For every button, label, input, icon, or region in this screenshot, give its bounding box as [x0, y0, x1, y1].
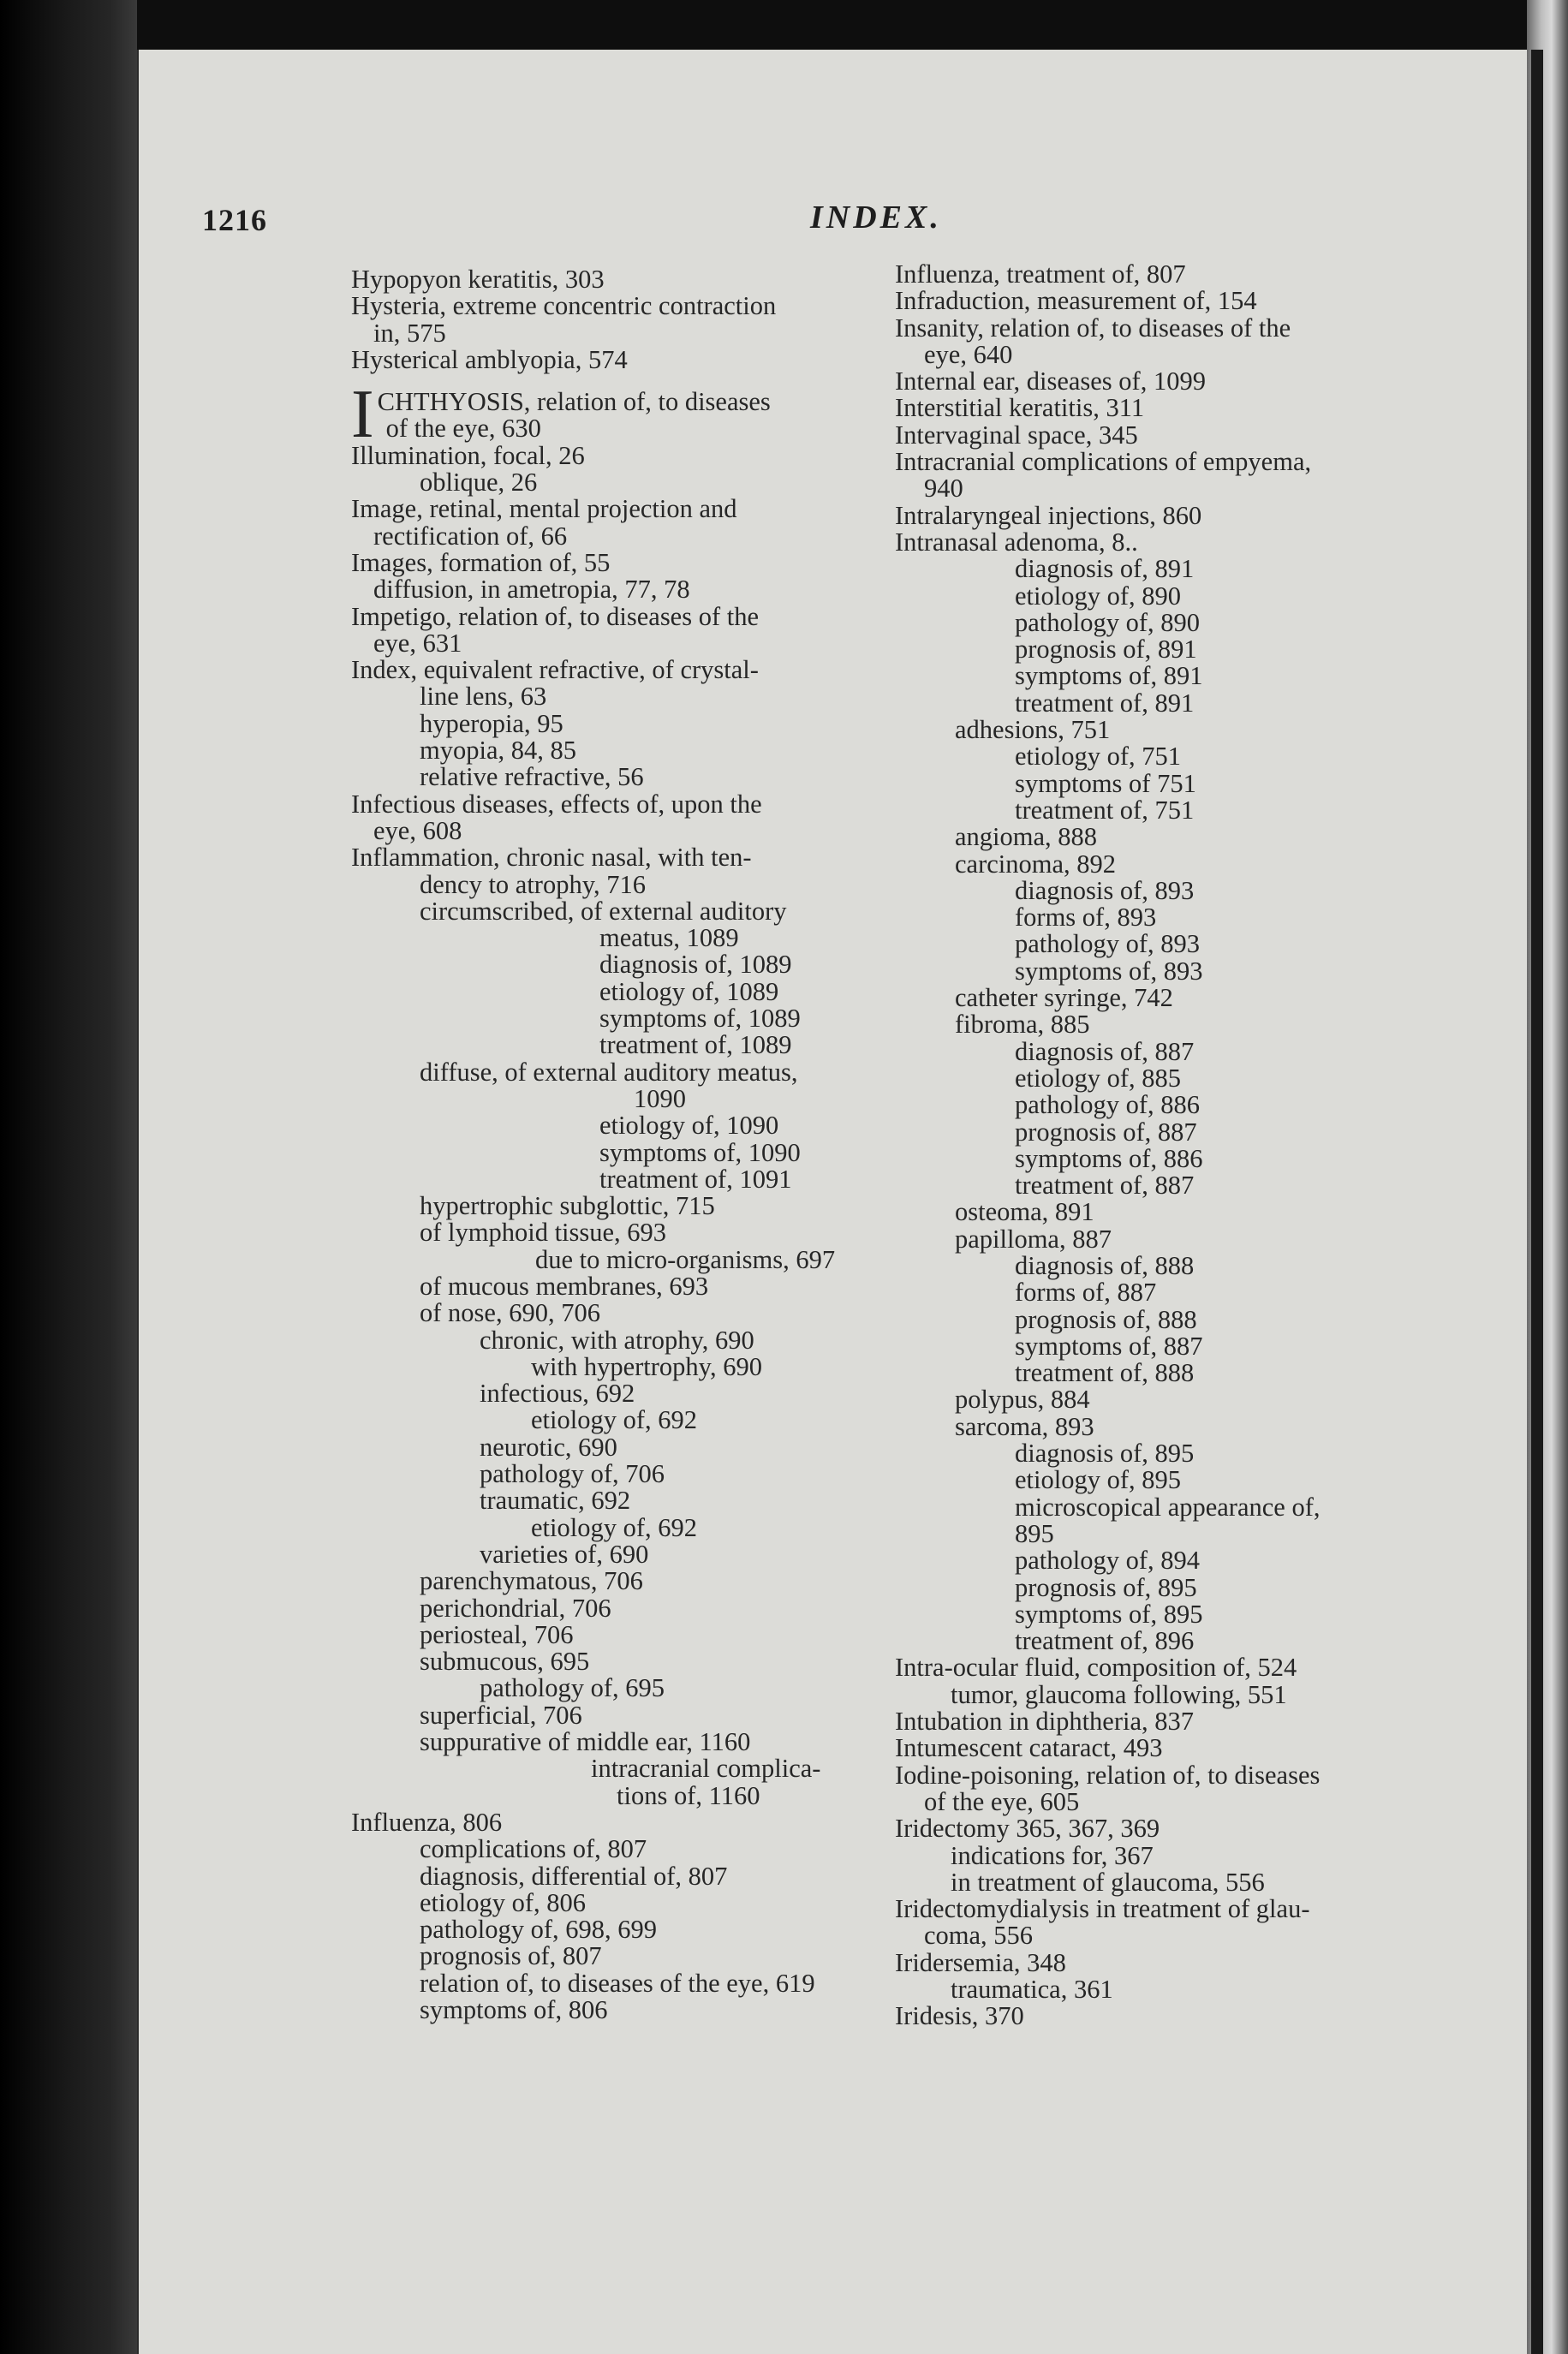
book-binding-shadow — [0, 0, 137, 2354]
index-entry-line: symptoms of, 895 — [1015, 1599, 1203, 1629]
index-entry-line: diagnosis of, 895 — [1015, 1439, 1195, 1469]
index-entry-line: polypus, 884 — [955, 1385, 1090, 1415]
index-entry-heading: Iridesis, 370 — [895, 2001, 1024, 2031]
index-entry-line: tumor, glaucoma following, 551 — [951, 1679, 1287, 1709]
index-entry-line: symptoms of, 887 — [1015, 1331, 1203, 1361]
index-entry-line: CHTHYOSIS, relation of, to diseases — [377, 387, 771, 417]
index-entry-line: pathology of, 706 — [480, 1459, 665, 1489]
index-entry-heading: Iridectomy 365, 367, 369 — [895, 1814, 1160, 1844]
index-entry-line: eye, 631 — [373, 628, 462, 658]
index-entry-line: meatus, 1089 — [599, 923, 739, 953]
index-entry-line: symptoms of, 806 — [420, 1995, 608, 2024]
index-entry-line: eye, 640 — [924, 339, 1013, 369]
index-entry-line: indications for, 367 — [951, 1840, 1154, 1870]
index-entry-line: symptoms of, 1089 — [599, 1004, 801, 1034]
index-entry-line: pathology of, 886 — [1015, 1090, 1201, 1120]
index-entry-heading: Hypopyon keratitis, 303 — [351, 265, 605, 294]
index-entry-dropcap — [351, 377, 891, 453]
index-entry-line: pathology of, 695 — [480, 1673, 665, 1703]
index-entry-line: relation of, to diseases of the eye, 619 — [420, 1968, 815, 1998]
index-entry-heading: Images, formation of, 55 — [351, 547, 611, 577]
index-entry-heading: Image, retinal, mental projection and — [351, 494, 737, 524]
index-entry-line: symptoms of, 893 — [1015, 956, 1203, 986]
index-entry-line: prognosis of, 888 — [1015, 1304, 1197, 1334]
index-entry-line: diagnosis of, 891 — [1015, 554, 1195, 584]
index-entry-line: diffuse, of external auditory meatus, — [420, 1057, 798, 1087]
index-entry-line: prognosis of, 807 — [420, 1941, 602, 1971]
index-entry-line: 940 — [924, 474, 963, 504]
index-entry-heading: Intervaginal space, 345 — [895, 420, 1138, 450]
index-entry-line: etiology of, 895 — [1015, 1465, 1181, 1495]
index-entry-heading: Intracranial complications of empyema, — [895, 447, 1312, 477]
index-entry-line: catheter syringe, 742 — [955, 983, 1173, 1013]
index-entry-line: prognosis of, 891 — [1015, 635, 1197, 664]
index-entry-line: treatment of, 888 — [1015, 1358, 1195, 1388]
index-entry-heading: Hysteria, extreme concentric contraction — [351, 291, 777, 321]
index-entry-line: adhesions, 751 — [955, 715, 1111, 745]
index-entry-line: in, 575 — [373, 318, 446, 348]
index-entry-line: suppurative of middle ear, 1160 — [420, 1727, 751, 1757]
index-entry-heading: Index, equivalent refractive, of crystal- — [351, 655, 759, 685]
index-entry-line: carcinoma, 892 — [955, 849, 1117, 879]
index-entry-line: treatment of, 891 — [1015, 688, 1195, 718]
index-entry-line: papilloma, 887 — [955, 1224, 1112, 1254]
index-entry-line: treatment of, 1091 — [599, 1164, 792, 1194]
running-title: INDEX. — [810, 200, 942, 235]
index-entry-line: of the eye, 605 — [924, 1786, 1080, 1816]
index-entry-line: varieties of, 690 — [480, 1539, 649, 1569]
index-entry-line: fibroma, 885 — [955, 1010, 1090, 1040]
index-entry-line: treatment of, 896 — [1015, 1626, 1195, 1656]
drop-cap-letter: I — [351, 377, 374, 453]
index-entry-heading: Influenza, treatment of, 807 — [895, 259, 1186, 289]
index-entry-heading: Intumescent cataract, 493 — [895, 1733, 1163, 1763]
index-entry-line: sarcoma, 893 — [955, 1411, 1094, 1441]
index-entry-line: symptoms of, 886 — [1015, 1143, 1203, 1173]
index-entry-line: parenchymatous, 706 — [420, 1566, 643, 1596]
index-entry-line: neurotic, 690 — [480, 1432, 617, 1462]
index-entry-line: 1090 — [634, 1083, 686, 1113]
index-entry-line: with hypertrophy, 690 — [531, 1351, 762, 1381]
index-entry-line: oblique, 26 — [420, 468, 538, 498]
index-entry-line: symptoms of, 1090 — [599, 1137, 801, 1167]
index-entry-line: myopia, 84, 85 — [420, 736, 576, 766]
index-entry-line: due to micro-organisms, 697 — [535, 1244, 836, 1274]
index-entry-heading: Infectious diseases, effects of, upon the — [351, 789, 762, 819]
index-entry-line: etiology of, 692 — [531, 1405, 697, 1435]
index-entry-line: in treatment of glaucoma, 556 — [951, 1867, 1265, 1897]
index-entry-heading: Iridectomydialysis in treatment of glau- — [895, 1894, 1310, 1924]
index-entry-line: coma, 556 — [924, 1921, 1034, 1951]
index-entry-line: diagnosis of, 1089 — [599, 950, 792, 980]
index-entry-line: symptoms of 751 — [1015, 768, 1196, 798]
index-entry-line: etiology of, 806 — [420, 1887, 586, 1917]
index-entry-line: of the eye, 630 — [385, 414, 541, 444]
index-entry-line: etiology of, 885 — [1015, 1063, 1181, 1093]
index-entry-line: hypertrophic subglottic, 715 — [420, 1191, 715, 1221]
index-entry-line: of nose, 690, 706 — [420, 1298, 600, 1328]
index-entry-heading: Intralaryngeal injections, 860 — [895, 500, 1202, 530]
index-entry-line: diagnosis of, 888 — [1015, 1250, 1195, 1280]
index-entry-line: forms of, 893 — [1015, 903, 1157, 933]
index-entry-line: eye, 608 — [373, 815, 462, 845]
index-entry-line: pathology of, 890 — [1015, 607, 1201, 637]
index-entry-line: symptoms of, 891 — [1015, 661, 1203, 691]
index-entry-line: forms of, 887 — [1015, 1278, 1157, 1308]
index-entry-line: intracranial complica- — [591, 1754, 821, 1784]
index-entry-heading: Hysterical amblyopia, 574 — [351, 344, 628, 374]
index-entry-line: periosteal, 706 — [420, 1619, 574, 1649]
index-entry-heading: Influenza, 806 — [351, 1807, 503, 1837]
index-entry-heading: Insanity, relation of, to diseases of the — [895, 313, 1291, 343]
index-entry-line: etiology of, 692 — [531, 1512, 697, 1542]
index-entry-line: submucous, 695 — [420, 1647, 590, 1677]
index-entry-heading: Illumination, focal, 26 — [351, 440, 585, 470]
right-edge-shadow — [1531, 50, 1543, 2354]
index-entry-line: hyperopia, 95 — [420, 708, 563, 738]
page-number: 1216 — [202, 203, 267, 237]
index-entry-line: diagnosis of, 893 — [1015, 875, 1195, 905]
index-entry-heading: Iridersemia, 348 — [895, 1947, 1066, 1977]
index-entry-line: circumscribed, of external auditory — [420, 896, 787, 926]
index-entry-line: traumatica, 361 — [951, 1975, 1113, 2004]
index-entry-heading: Intranasal adenoma, 8.. — [895, 527, 1138, 557]
index-entry-heading: Interstitial keratitis, 311 — [895, 393, 1145, 423]
index-entry-line: pathology of, 893 — [1015, 929, 1201, 959]
index-entry-heading: Internal ear, diseases of, 1099 — [895, 367, 1206, 396]
index-entry-line: of lymphoid tissue, 693 — [420, 1218, 667, 1248]
index-entry-heading: Intubation in diphtheria, 837 — [895, 1707, 1194, 1737]
index-entry-line: pathology of, 698, 699 — [420, 1915, 658, 1945]
index-entry-heading: Iodine-poisoning, relation of, to diseases — [895, 1760, 1321, 1790]
index-entry-heading: Inflammation, chronic nasal, with ten- — [351, 843, 752, 873]
index-entry-line: chronic, with atrophy, 690 — [480, 1325, 754, 1355]
index-entry-line: pathology of, 894 — [1015, 1546, 1201, 1576]
index-entry-line: diagnosis, differential of, 807 — [420, 1861, 728, 1891]
index-entry-line: prognosis of, 895 — [1015, 1572, 1197, 1602]
index-entry-line: osteoma, 891 — [955, 1197, 1094, 1227]
index-entry-heading: Infraduction, measurement of, 154 — [895, 286, 1257, 316]
index-entry-line: superficial, 706 — [420, 1700, 582, 1730]
index-entry-line: etiology of, 1090 — [599, 1111, 779, 1141]
index-entry-line: dency to atrophy, 716 — [420, 869, 646, 899]
index-entry-line: treatment of, 887 — [1015, 1171, 1195, 1201]
index-column-right — [895, 261, 1426, 2030]
index-entry-line: traumatic, 692 — [480, 1486, 631, 1516]
index-entry-line: angioma, 888 — [955, 822, 1098, 852]
index-entry-line: diagnosis of, 887 — [1015, 1036, 1195, 1066]
index-entry-line: treatment of, 1089 — [599, 1030, 792, 1060]
index-entry-line: line lens, 63 — [420, 682, 547, 712]
index-entry-line: complications of, 807 — [420, 1834, 647, 1864]
index-entry-line: etiology of, 1089 — [599, 976, 779, 1006]
index-entry-line: rectification of, 66 — [373, 521, 568, 551]
index-entry-line: etiology of, 890 — [1015, 581, 1181, 611]
index-entry-line: treatment of, 751 — [1015, 795, 1195, 825]
index-entry-line: of mucous membranes, 693 — [420, 1271, 709, 1301]
index-entry-line: relative refractive, 56 — [420, 762, 644, 792]
index-entry-line: etiology of, 751 — [1015, 742, 1181, 772]
index-column-left — [351, 266, 891, 2023]
index-entry-line: diffusion, in ametropia, 77, 78 — [373, 575, 690, 605]
index-entry-line: infectious, 692 — [480, 1379, 635, 1409]
index-entry-line: perichondrial, 706 — [420, 1593, 611, 1623]
index-entry-line: tions of, 1160 — [617, 1780, 760, 1810]
index-entry-heading: Intra-ocular fluid, composition of, 524 — [895, 1653, 1297, 1683]
index-entry-heading: Impetigo, relation of, to diseases of the — [351, 601, 760, 631]
index-entry-line: microscopical appearance of, — [1015, 1492, 1321, 1522]
index-entry-line: 895 — [1015, 1518, 1054, 1548]
index-entry-line: prognosis of, 887 — [1015, 1117, 1197, 1147]
